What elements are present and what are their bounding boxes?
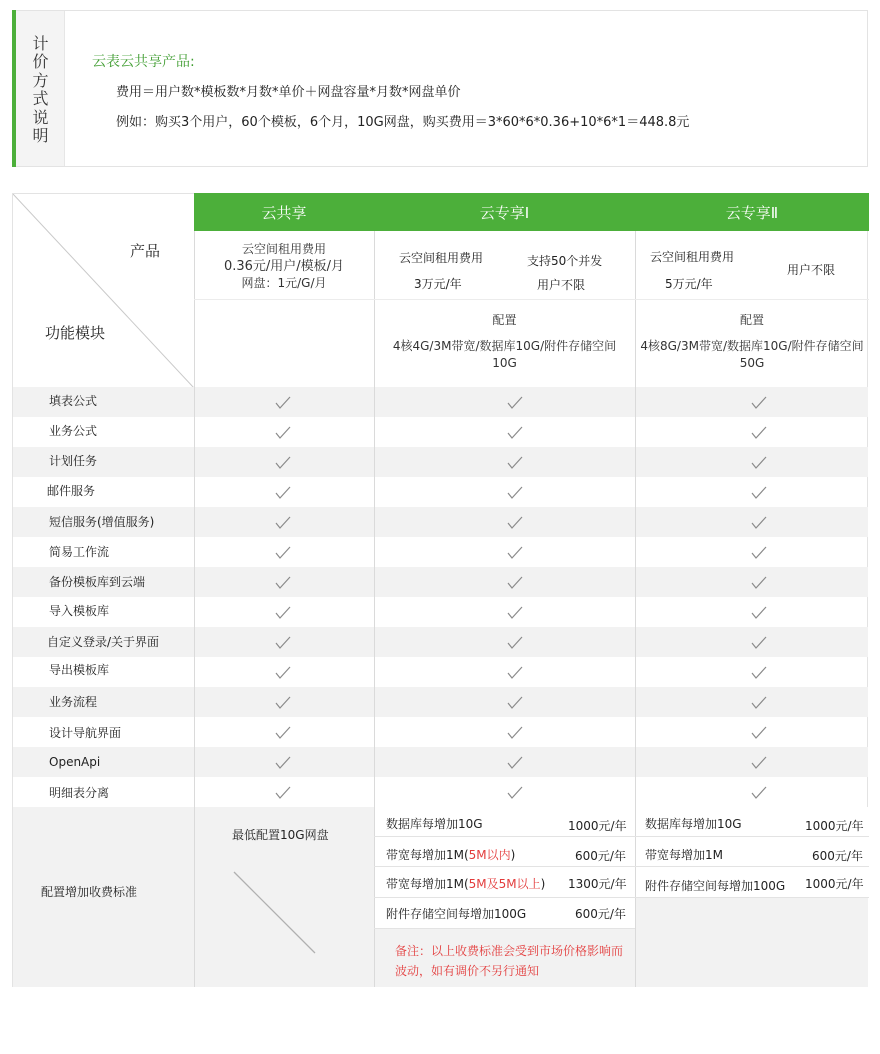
pro1-extra-name [386,875,545,892]
pro1-config [374,312,635,372]
column-header-pro-2: 云专享Ⅱ [635,193,869,231]
check-icon [273,777,293,807]
pro2-extra-name: 带宽每增加1M [645,848,723,862]
check-icon [505,417,525,447]
divider [374,836,635,837]
cloud-share-price: 0.36元/用户/模板/月 [223,259,345,274]
divider [194,299,869,300]
side-char: 计 [32,34,49,53]
check-icon [273,657,293,687]
side-char: 式 [32,89,49,109]
pro2-rent: 云空间租用费用 [650,250,735,264]
check-icon [273,747,293,777]
pro2-users: 用户不限 [787,263,836,277]
extra-label: 配置增加收费标准 [41,885,138,899]
check-icon [749,537,769,567]
check-icon [749,627,769,657]
pro1-config-line2: 10G [492,356,517,370]
pro2-config-line2: 50G [739,356,765,370]
row-bg [13,387,868,417]
feature-label: 备份模板库到云端 [49,575,146,589]
feature-label: 业务公式 [49,424,98,438]
feature-label: 简易工作流 [49,545,110,559]
pro1-config-label: 配置 [492,313,517,327]
check-icon [505,687,525,717]
check-icon [505,567,525,597]
check-icon [505,447,525,477]
check-icon [273,687,293,717]
name-pre: 带宽每增加1M( [386,877,469,891]
row-bg [13,747,868,777]
feature-label: 设计导航界面 [49,726,122,740]
pro1-concurrency: 支持50个并发 [527,254,603,268]
check-icon [749,507,769,537]
pro1-extra-name [386,846,515,863]
pricing-note-line1: 备注：以上收费标准会受到市场价格影响而 [395,944,624,958]
column-header-cloud-share: 云共享 [194,193,374,231]
check-icon [749,417,769,447]
check-icon [749,387,769,417]
check-icon [505,507,525,537]
pro2-extra-name: 附件存储空间每增加100G [645,879,786,893]
check-icon [749,447,769,477]
pro1-users: 用户不限 [537,278,586,292]
check-icon [749,597,769,627]
check-icon [749,777,769,807]
pro1-extra-name: 附件存储空间每增加100G [386,907,527,921]
check-icon [505,747,525,777]
divider [374,897,635,898]
pro1-extra-price: 600元/年 [575,907,626,921]
pro1-extra-price: 600元/年 [575,849,626,863]
feature-label: 邮件服务 [47,484,96,498]
feature-label: 短信服务(增值服务) [49,515,155,529]
corner-product-label: 产品 [130,242,161,260]
check-icon [505,627,525,657]
feature-label: 自定义登录/关于界面 [47,635,160,649]
feature-label: 业务流程 [49,695,98,709]
pro1-extra-name: 数据库每增加10G [386,817,483,831]
pricing-box [12,10,868,167]
pro2-extra-price: 1000元/年 [805,877,864,891]
pricing-formula: 费用＝用户数*模板数*月数*单价＋网盘容量*月数*网盘单价 [116,85,461,100]
check-icon [749,567,769,597]
pro1-config-line1: 4核4G/3M带宽/数据库10G/附件存储空间 [392,339,617,353]
pricing-example: 例如：购买3个用户，60个模板，6个月，10G网盘，购买费用＝3*60*6*0.36+10*6*1＝448.8元 [116,115,690,130]
pricing-note-line2: 波动，如有调价不另行通知 [395,964,540,978]
name-red: 5M以内 [468,848,511,862]
check-icon [749,477,769,507]
share-diagonal [233,871,317,955]
name-post: ) [540,877,546,891]
feature-label: 导入模板库 [49,604,110,618]
check-icon [749,687,769,717]
pro2-extra-price: 600元/年 [812,849,863,863]
pricing-side-title [16,35,65,145]
side-char: 方 [32,70,49,90]
pro2-config [635,312,869,372]
check-icon [749,717,769,747]
check-icon [749,657,769,687]
pricing-title: 云表云共享产品: [92,54,195,70]
pro1-extra-price: 1300元/年 [568,877,627,891]
cloud-share-pricing [194,241,374,292]
side-char: 说 [32,107,49,127]
row-bg [13,447,868,477]
pro1-extra-price: 1000元/年 [568,819,627,833]
check-icon [273,597,293,627]
check-icon [505,387,525,417]
cloud-share-disk: 网盘：1元/G/月 [241,276,327,290]
check-icon [273,417,293,447]
name-pre: 带宽每增加1M( [386,848,469,862]
feature-label: OpenApi [49,755,101,769]
corner-diagonal [13,194,194,388]
check-icon [505,717,525,747]
comparison-table [12,193,868,987]
check-icon [505,537,525,567]
share-min-config: 最低配置10G网盘 [232,828,329,842]
check-icon [273,447,293,477]
check-icon [273,387,293,417]
check-icon [273,537,293,567]
pro2-config-line1: 4核8G/3M带宽/数据库10G/附件存储空间 [640,339,864,353]
name-red: 5M及5M以上 [468,877,541,891]
pro1-rent: 云空间租用费用 [399,251,484,265]
check-icon [505,777,525,807]
check-icon [273,477,293,507]
check-icon [273,717,293,747]
divider [194,231,195,987]
check-icon [749,747,769,777]
check-icon [505,597,525,627]
check-icon [273,567,293,597]
divider [374,928,635,929]
pro2-config-label: 配置 [739,313,764,327]
feature-label: 明细表分离 [49,786,110,800]
check-icon [273,627,293,657]
check-icon [273,507,293,537]
pro2-extra-name: 数据库每增加10G [645,817,742,831]
side-char: 明 [32,126,49,146]
cloud-share-rent: 云空间租用费用 [241,242,326,256]
pro1-price: 3万元/年 [414,277,462,291]
pricing-note [395,941,623,981]
check-icon [505,657,525,687]
column-header-pro-1: 云专享Ⅰ [374,193,635,231]
name-post: ) [510,848,516,862]
corner-module-label: 功能模块 [45,324,106,342]
side-char: 价 [32,52,49,72]
pro2-price: 5万元/年 [665,277,713,291]
feature-label: 导出模板库 [49,663,110,677]
feature-label: 填表公式 [49,394,98,408]
pro2-extra-price: 1000元/年 [805,819,864,833]
corner-cell [13,193,194,387]
divider [635,866,869,867]
row-bg [13,687,868,717]
divider [635,836,869,837]
divider [635,897,869,898]
divider [374,866,635,867]
feature-label: 计划任务 [49,454,98,468]
check-icon [505,477,525,507]
